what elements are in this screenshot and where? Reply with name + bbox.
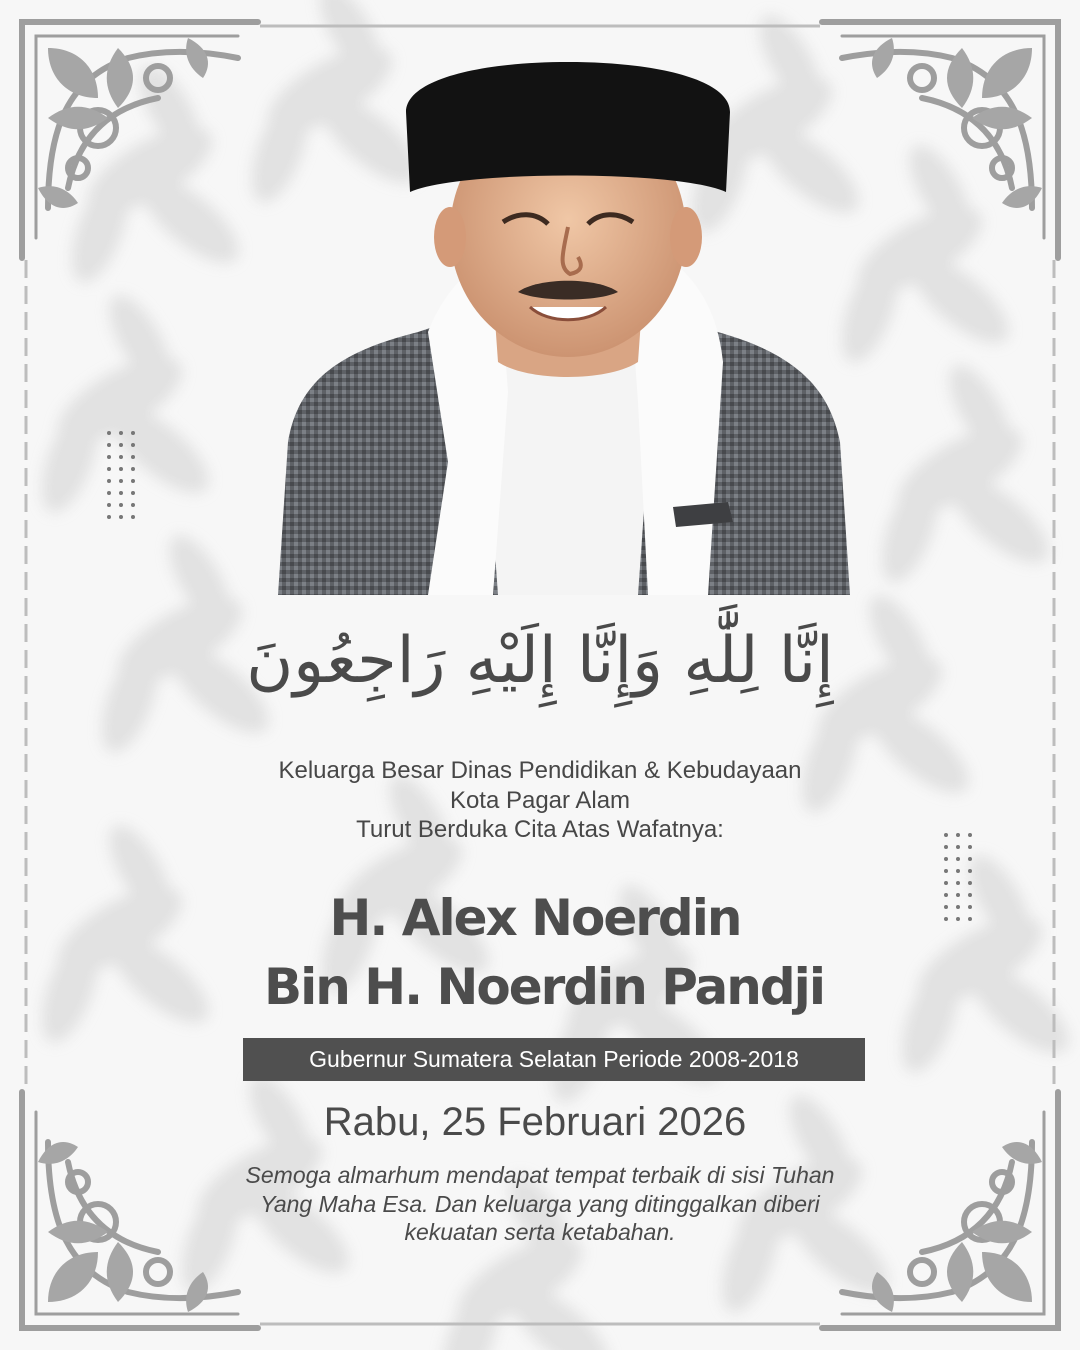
dot-grid-decoration-icon bbox=[106, 430, 136, 520]
intro-line: Keluarga Besar Dinas Pendidikan & Kebudayaan bbox=[278, 757, 802, 784]
intro-line: Turut Berduka Cita Atas Wafatnya: bbox=[356, 816, 724, 843]
floral-corner-ornament-icon bbox=[8, 8, 268, 268]
floral-corner-ornament-icon bbox=[812, 8, 1072, 268]
prayer-line: Semoga almarhum mendapat tempat terbaik di sisi Tuhan bbox=[245, 1162, 835, 1188]
date-label: Rabu, 25 Februari 2026 bbox=[323, 1100, 747, 1144]
intro-line: Kota Pagar Alam bbox=[449, 787, 631, 814]
deceased-name: H. Alex Noerdin bbox=[329, 889, 741, 947]
prayer-line: Yang Maha Esa. Dan keluarga yang ditinggalkan diberi bbox=[260, 1191, 820, 1217]
position-banner: Gubernur Sumatera Selatan Periode 2008-2018 bbox=[243, 1038, 865, 1081]
arabic-calligraphy: إِنَّا لِلَّٰهِ وَإِنَّا إِلَيْهِ رَاجِعُونَ bbox=[246, 624, 834, 698]
deceased-lineage: Bin H. Noerdin Pandji bbox=[264, 958, 824, 1016]
prayer-line: kekuatan serta ketabahan. bbox=[404, 1219, 676, 1245]
portrait-photo bbox=[278, 62, 850, 595]
